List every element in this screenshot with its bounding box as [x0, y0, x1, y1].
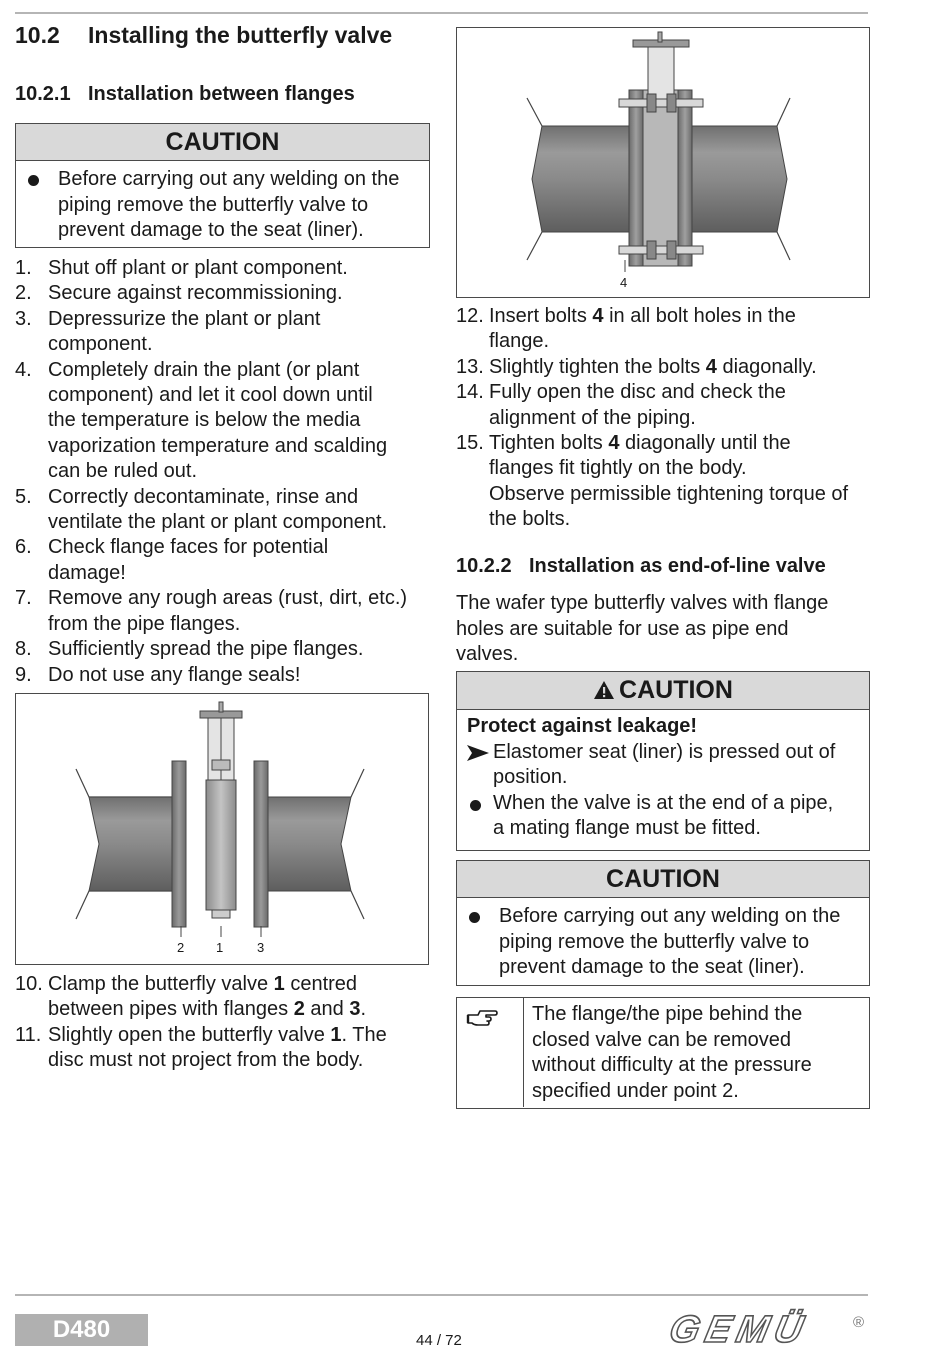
label-flange-3: 3: [257, 940, 265, 955]
step-item: 15. Tighten bolts 4 diagonally until the flanges fit tightly on the body. Observe permissible tightening torque of the bolts.: [456, 432, 849, 531]
pipe-right-shape: [268, 797, 351, 891]
figure-bolted-valve: [456, 27, 870, 298]
caution-dot-item: When the valve is at the end of a pipe, a mating flange must be fitted.: [467, 791, 869, 842]
steps-list-3: [456, 304, 876, 533]
pipe-left-shape: [89, 797, 172, 891]
bullet-icon: [28, 175, 39, 186]
note-box: [456, 997, 870, 1109]
step-item: 12. Insert bolts 4 in all bolt holes in the flange.: [456, 305, 796, 353]
step-item: 2. Secure against recommissioning.: [15, 282, 343, 305]
registered-mark: ®: [853, 1314, 865, 1331]
bullet-icon: [470, 800, 481, 811]
subsection-heading-1: [15, 83, 355, 106]
flange-left-2: [629, 90, 643, 266]
pipe-right-2: [692, 126, 787, 232]
warning-triangle-icon: [593, 680, 615, 700]
section-heading: [15, 22, 392, 49]
label-bolts-4: 4: [620, 275, 628, 290]
valve-body-2: [643, 90, 678, 266]
step-item: 1. Shut off plant or plant component.: [15, 257, 348, 279]
steps-list-1: [15, 256, 435, 688]
figure-valve-between-flanges: [15, 693, 429, 965]
caution-line: piping remove the butterfly valve to: [58, 193, 369, 216]
caution-header-2: CAUTION: [457, 672, 869, 710]
bolt-top: [619, 99, 703, 107]
label-flange-2: 2: [177, 940, 185, 955]
note-icon-cell: [457, 998, 524, 1107]
caution-lead: Protect against leakage!: [467, 715, 698, 737]
caution-text-3: Before carrying out any welding on the piping remove the butterfly valve to prevent damage to the seat (liner).: [457, 898, 869, 981]
subsection-title-2: Installation as end-of-line valve: [529, 555, 826, 577]
step-item: 9. Do not use any flange seals!: [15, 663, 301, 686]
subsection-number-2: 10.2.2: [456, 555, 512, 577]
bolt-bottom: [619, 246, 703, 254]
flange-right-2: [678, 90, 692, 266]
pipe-left-2: [532, 126, 629, 232]
note-text: The flange/the pipe behind the closed valve can be removed without difficulty at the pressure specified under point 2.: [532, 1003, 812, 1102]
caution-header-1: CAUTION: [16, 124, 429, 161]
caution-arrow-item: Elastomer seat (liner) is pressed out of position.: [467, 740, 869, 791]
flange-2-shape: [172, 761, 186, 927]
section-number: 10.2: [15, 22, 60, 48]
step-item: 14. Fully open the disc and check the alignment of the piping.: [456, 381, 786, 429]
flange-3-shape: [254, 761, 268, 927]
pointing-hand-icon: [466, 1007, 498, 1029]
steps-list-2: [15, 972, 435, 1074]
step-item: 11. Slightly open the butterfly valve 1. The disc must not project from the body.: [15, 1023, 387, 1072]
subsection-title-1: Installation between flanges: [88, 83, 355, 105]
step-item: 7. Remove any rough areas (rust, dirt, etc.) from the pipe flanges.: [15, 587, 408, 635]
valve-diagram-1: [16, 694, 427, 963]
step-item: 3. Depressurize the plant or plant component.: [15, 307, 321, 356]
step-item: 8. Sufficiently spread the pipe flanges.: [15, 638, 364, 661]
caution-line: prevent damage to the seat (liner).: [58, 219, 364, 241]
end-of-line-paragraph: The wafer type butterfly valves with flange holes are suitable for use as pipe end valves.: [456, 592, 829, 665]
caution-box-3: [456, 860, 870, 986]
bullet-icon: [469, 912, 480, 923]
gemu-logo: GEMÜ: [665, 1309, 813, 1351]
step-item: 13. Slightly tighten the bolts 4 diagonally.: [456, 355, 817, 378]
valve-body-1: [206, 780, 236, 910]
caution-header-3: CAUTION: [457, 861, 869, 898]
step-item: 5. Correctly decontaminate, rinse and ventilate the plant or plant component.: [15, 485, 388, 534]
valve-diagram-2: [457, 28, 868, 296]
top-rule: [15, 12, 868, 14]
arrow-bullet-icon: [467, 745, 489, 761]
caution-line: Before carrying out any welding on the: [58, 168, 400, 190]
caution-box-1: [15, 123, 430, 248]
subsection-number-1: 10.2.1: [15, 83, 71, 105]
page-number: 44 / 72: [416, 1332, 462, 1349]
label-valve-1: 1: [216, 940, 224, 955]
step-item: 4. Completely drain the plant (or plant component) and let it cool down until the temperature is below the media vaporization temperature and scalding can be ruled out.: [15, 358, 388, 483]
pipe-cut-right: [351, 769, 364, 919]
footer-rule: [15, 1294, 868, 1296]
section-title: Installing the butterfly valve: [88, 22, 393, 48]
subsection-heading-2: [456, 555, 826, 578]
step-item: 6. Check flange faces for potential damage!: [15, 536, 329, 584]
caution-box-2: [456, 671, 870, 851]
step-item: 10. Clamp the butterfly valve 1 centred between pipes with flanges 2 and 3.: [15, 973, 367, 1021]
caution-text-1: [16, 161, 429, 244]
model-badge: D480: [15, 1314, 148, 1346]
caution-body-2: [457, 710, 869, 842]
